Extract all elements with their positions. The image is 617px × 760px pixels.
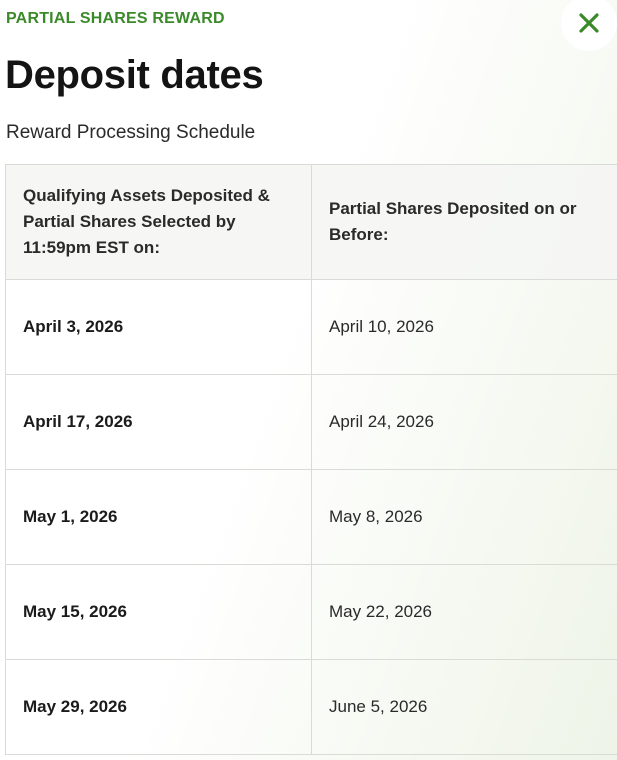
page-subtitle: Reward Processing Schedule (6, 122, 256, 143)
column-header-qualifying: Qualifying Assets Deposited & Partial Shares Selected by 11:59pm EST on: (6, 165, 312, 280)
qualifying-date-cell: April 3, 2026 (6, 280, 312, 375)
close-icon (578, 12, 600, 34)
deposit-date-cell: April 24, 2026 (312, 375, 617, 470)
table-header-row (6, 165, 617, 280)
column-header-deposited: Partial Shares Deposited on or Before: (312, 165, 617, 280)
deposit-date-cell: April 10, 2026 (312, 280, 617, 375)
table-row (6, 280, 617, 375)
close-button[interactable] (561, 0, 617, 51)
table-row (6, 565, 617, 660)
page-title: Deposit dates (5, 53, 264, 97)
deposit-schedule-table (5, 164, 617, 755)
qualifying-date-cell: May 29, 2026 (6, 660, 312, 755)
table-row (6, 470, 617, 565)
deposit-date-cell: May 8, 2026 (312, 470, 617, 565)
qualifying-date-cell: April 17, 2026 (6, 375, 312, 470)
table-row (6, 375, 617, 470)
qualifying-date-cell: May 15, 2026 (6, 565, 312, 660)
reward-eyebrow-label: PARTIAL SHARES REWARD (6, 10, 225, 27)
deposit-date-cell: June 5, 2026 (312, 660, 617, 755)
qualifying-date-cell: May 1, 2026 (6, 470, 312, 565)
table-row (6, 660, 617, 755)
deposit-date-cell: May 22, 2026 (312, 565, 617, 660)
